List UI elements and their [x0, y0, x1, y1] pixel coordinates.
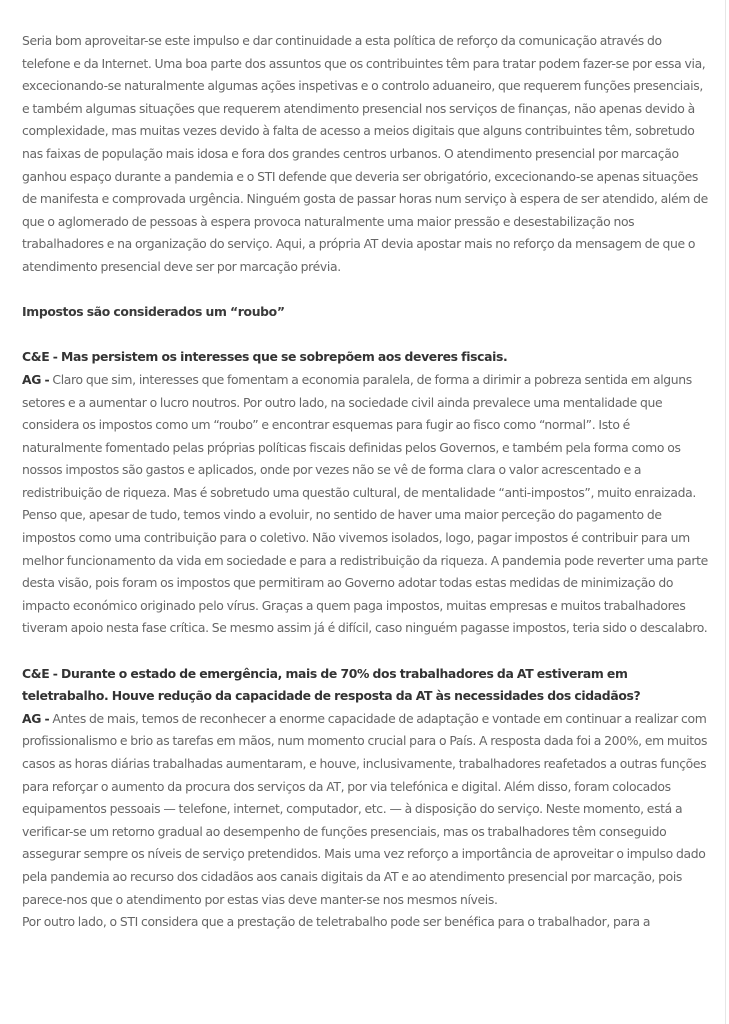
interview-answer [22, 369, 712, 640]
article-body [22, 30, 712, 934]
intro-paragraph: Seria bom aproveitar-se este impulso e dar continuidade a esta política de reforço da comunicação através do telefone e da Internet. Uma boa parte dos assuntos que os contribuintes têm para tratar podem fazer-se por essa via, excecionando-se naturalmente algumas ações inspetivas e o controlo aduaneiro, que requerem funções presenciais, e também algumas situações que requerem atendimento presencial nos serviços de finanças, não apenas devido à complexidade, mas muitas vezes devido à falta de acesso a meios digitais que alguns contribuintes têm, sobretudo nas faixas de população mais idosa e fora dos grandes centros urbanos. O atendimento presencial por marcação ganhou espaço durante a pandemia e o STI defende que deveria ser obrigatório, excecionando-se apenas situações de manifesta e comprovada urgência. Ninguém gosta de passar horas num serviço à espera de ser atendido, além de que o aglomerado de pessoas à espera provoca naturalmente uma maior pressão e desestabilização nos trabalhadores e na organização do serviço. Aqui, a própria AT devia apostar mais no reforço da mensagem de que o atendimento presencial deve ser por marcação prévia. [22, 33, 708, 274]
answer-speaker: AG - [22, 710, 50, 726]
closing-paragraph: Por outro lado, o STI considera que a prestação de teletrabalho pode ser benéfica para o trabalhador, para a [22, 914, 651, 930]
interview-question [22, 346, 712, 369]
question-text: Mas persistem os interesses que se sobrepõem aos deveres fiscais. [57, 349, 508, 365]
answer-text: Claro que sim, interesses que fomentam a economia paralela, de forma a dirimir a pobreza sentida em alguns setores e a aumentar o lucro noutros. Por outro lado, na sociedade civil ainda prevalece uma mentalidade que considera os impostos como um “roubo” e encontrar esquemas para fugir ao fisco como “normal”. Isto é naturalmente fomentado pelas próprias políticas fiscais definidas pelos Governos, e também pela forma como os nossos impostos são gastos e aplicados, onde por vezes não se vê de forma clara o valor acrescentado e a redistribuição de riqueza. Mas é sobretudo uma questão cultural, de mentalidade “anti-impostos”, muito enraizada. Penso que, apesar de tudo, temos vindo a evoluir, no sentido de haver uma maior perceção do pagamento de impostos como uma contribuição para o coletivo. Não vivemos isolados, logo, pagar impostos é contribuir para um melhor funcionamento da vida em sociedade e para a redistribuição da riqueza. A pandemia pode reverter uma parte desta visão, pois foram os impostos que permitiram ao Governo adotar todas estas medidas de minimização do impacto económico originado pelo vírus. Graças a quem paga impostos, muitas empresas e muitos trabalhadores tiveram apoio nesta fase crítica. Se mesmo assim já é difícil, caso ninguém pagasse impostos, teria sido o descalabro. [22, 371, 708, 636]
interview-question [22, 663, 712, 708]
spacer [22, 324, 712, 347]
question-text: Durante o estado de emergência, mais de 70% dos trabalhadores da AT estiveram em teletrabalho. Houve redução da capacidade de resposta da AT às necessidades dos cidadãos? [22, 665, 641, 704]
question-speaker: C&E - [22, 349, 58, 365]
interview-answer [22, 708, 712, 911]
page-edge-divider [725, 0, 726, 1024]
spacer [22, 640, 712, 663]
section-heading: Impostos são considerados um “roubo” [22, 304, 285, 320]
answer-text: Antes de mais, temos de reconhecer a enorme capacidade de adaptação e vontade em continuar a realizar com profissionalismo e brio as tarefas em mãos, num momento crucial para o País. A resposta dada foi a 200%, em muitos casos as horas diárias trabalhadas aumentaram, e houve, inclusivamente, trabalhadores reafetados a outras funções para reforçar o aumento da procura dos serviços da AT, por via telefónica e digital. Além disso, foram colocados equipamentos pessoais — telefone, internet, computador, etc. — à disposição do serviço. Neste momento, está a verificar-se um retorno gradual ao desempenho de funções presenciais, mas os trabalhadores têm conseguido assegurar sempre os níveis de serviço pretendidos. Mais uma vez reforço a importância de aproveitar o impulso dado pela pandemia ao recurso dos cidadãos aos canais digitais da AT e ao atendimento presencial por marcação, pois parece-nos que o atendimento por estas vias deve manter-se nos mesmos níveis. [22, 710, 708, 907]
question-speaker: C&E - [22, 665, 58, 681]
spacer [22, 279, 712, 302]
answer-speaker: AG - [22, 371, 50, 387]
